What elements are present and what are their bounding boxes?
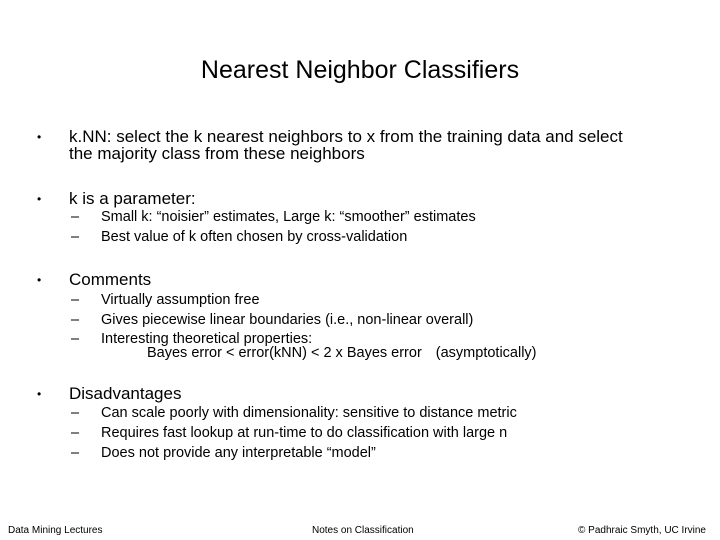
- dash-icon: –: [71, 312, 80, 328]
- sub-bullet-text: Gives piecewise linear boundaries (i.e., non-linear overall): [101, 312, 474, 328]
- sub-bullet-text: Can scale poorly with dimensionality: sensitive to distance metric: [101, 405, 517, 421]
- bullet-text: Disadvantages: [69, 384, 182, 403]
- footer-lecture-title: Data Mining Lectures: [8, 525, 103, 536]
- bayes-error-formula-line: [147, 344, 537, 363]
- bullet-icon: •: [37, 387, 42, 401]
- sub-bullet-text: Small k: “noisier” estimates, Large k: “smoother” estimates: [101, 209, 476, 225]
- bullet-icon: •: [37, 192, 42, 206]
- footer-copyright: © Padhraic Smyth, UC Irvine: [578, 525, 706, 536]
- bullet-icon: •: [37, 273, 42, 287]
- sub-bullet-text: Virtually assumption free: [101, 292, 260, 308]
- bayes-error-formula: Bayes error < error(kNN) < 2 x Bayes error: [147, 345, 422, 361]
- bullet-line: the majority class from these neighbors: [69, 144, 365, 163]
- slide-title: Nearest Neighbor Classifiers: [200, 56, 520, 84]
- bullet-icon: •: [37, 130, 42, 144]
- sub-bullet-text: Does not provide any interpretable “model”: [101, 445, 376, 461]
- asymptotic-note: (asymptotically): [435, 345, 537, 361]
- sub-bullet-text: Interesting theoretical properties:: [101, 331, 313, 347]
- bullet-line: k.NN: select the k nearest neighbors to x from the training data and select: [69, 127, 623, 146]
- bullet-text: Comments: [69, 270, 152, 289]
- dash-icon: –: [71, 405, 80, 421]
- dash-icon: –: [71, 229, 80, 245]
- dash-icon: –: [71, 331, 80, 347]
- dash-icon: –: [71, 209, 80, 225]
- bullet-text: [69, 128, 689, 162]
- dash-icon: –: [71, 292, 80, 308]
- bullet-text: k is a parameter:: [69, 189, 196, 208]
- dash-icon: –: [71, 425, 80, 441]
- sub-bullet-text: Requires fast lookup at run-time to do classification with large n: [101, 425, 508, 441]
- footer-notes-title: Notes on Classification: [312, 525, 414, 536]
- sub-bullet-text: Best value of k often chosen by cross-validation: [101, 229, 408, 245]
- dash-icon: –: [71, 445, 80, 461]
